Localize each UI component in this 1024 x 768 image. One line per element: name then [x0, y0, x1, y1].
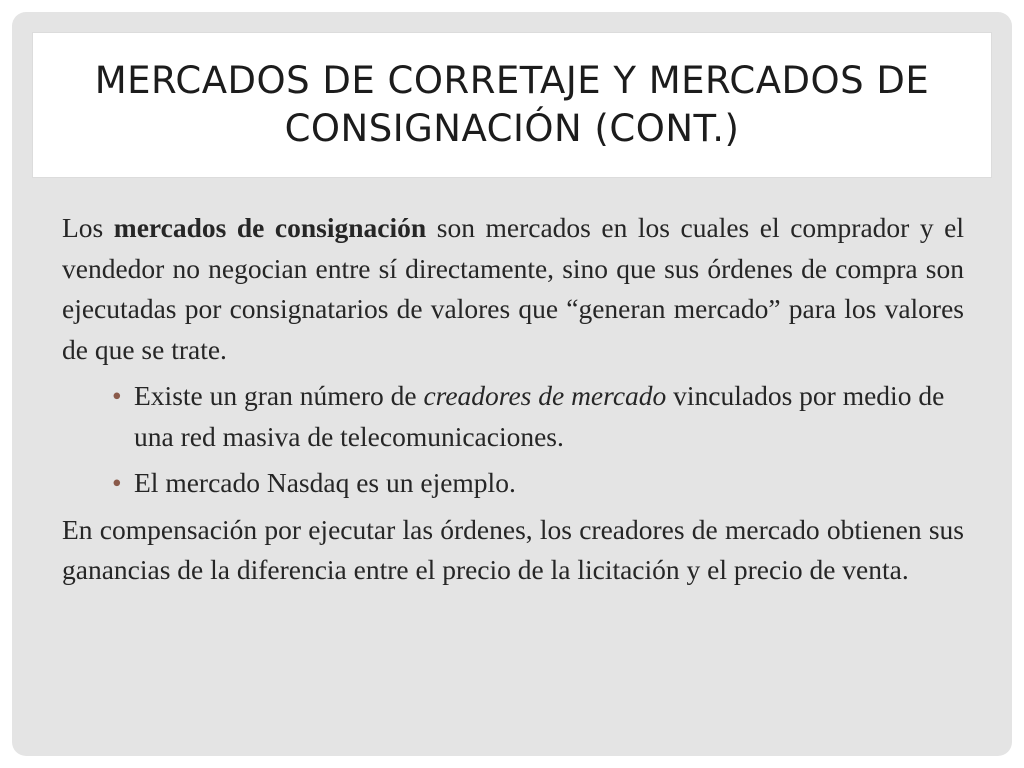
title-box	[32, 32, 992, 178]
slide	[12, 12, 1012, 756]
slide-title-line-1: MERCADOS DE CORRETAJE Y MERCADOS DE	[94, 59, 930, 102]
bullet-2-text: El mercado Nasdaq es un ejemplo.	[134, 467, 516, 498]
bullet-dot-icon: •	[112, 380, 122, 411]
bullet-1-rest: vinculados por medio de una red masiva de telecomunicaciones.	[134, 380, 945, 452]
paragraph-1-lead: Los	[62, 212, 114, 243]
paragraph-1-rest: son mercados en los cuales el comprador y el vendedor no negocian entre sí directamente, sino que sus órdenes de compra son ejecutadas por consignatarios de valores que “generan mercado” para los valores de que se trate.	[62, 212, 965, 365]
body-paragraph-2: En compensación por ejecutar las órdenes, los creadores de mercado obtienen sus ganancias de la diferencia entre el precio de la licitación y el precio de venta.	[62, 513, 964, 585]
bullet-item-2	[62, 463, 964, 504]
slide-body	[62, 208, 964, 597]
bullet-dot-icon: •	[112, 467, 122, 498]
bullet-1-lead: Existe un gran número de	[134, 380, 424, 411]
slide-title-line-2: CONSIGNACIÓN (CONT.)	[284, 107, 740, 150]
bullet-item-1	[62, 376, 964, 457]
body-paragraph-1	[62, 208, 964, 370]
paragraph-1-bold-term: mercados de consignación	[113, 212, 427, 243]
bullet-1-italic-term: creadores de mercado	[423, 380, 667, 411]
